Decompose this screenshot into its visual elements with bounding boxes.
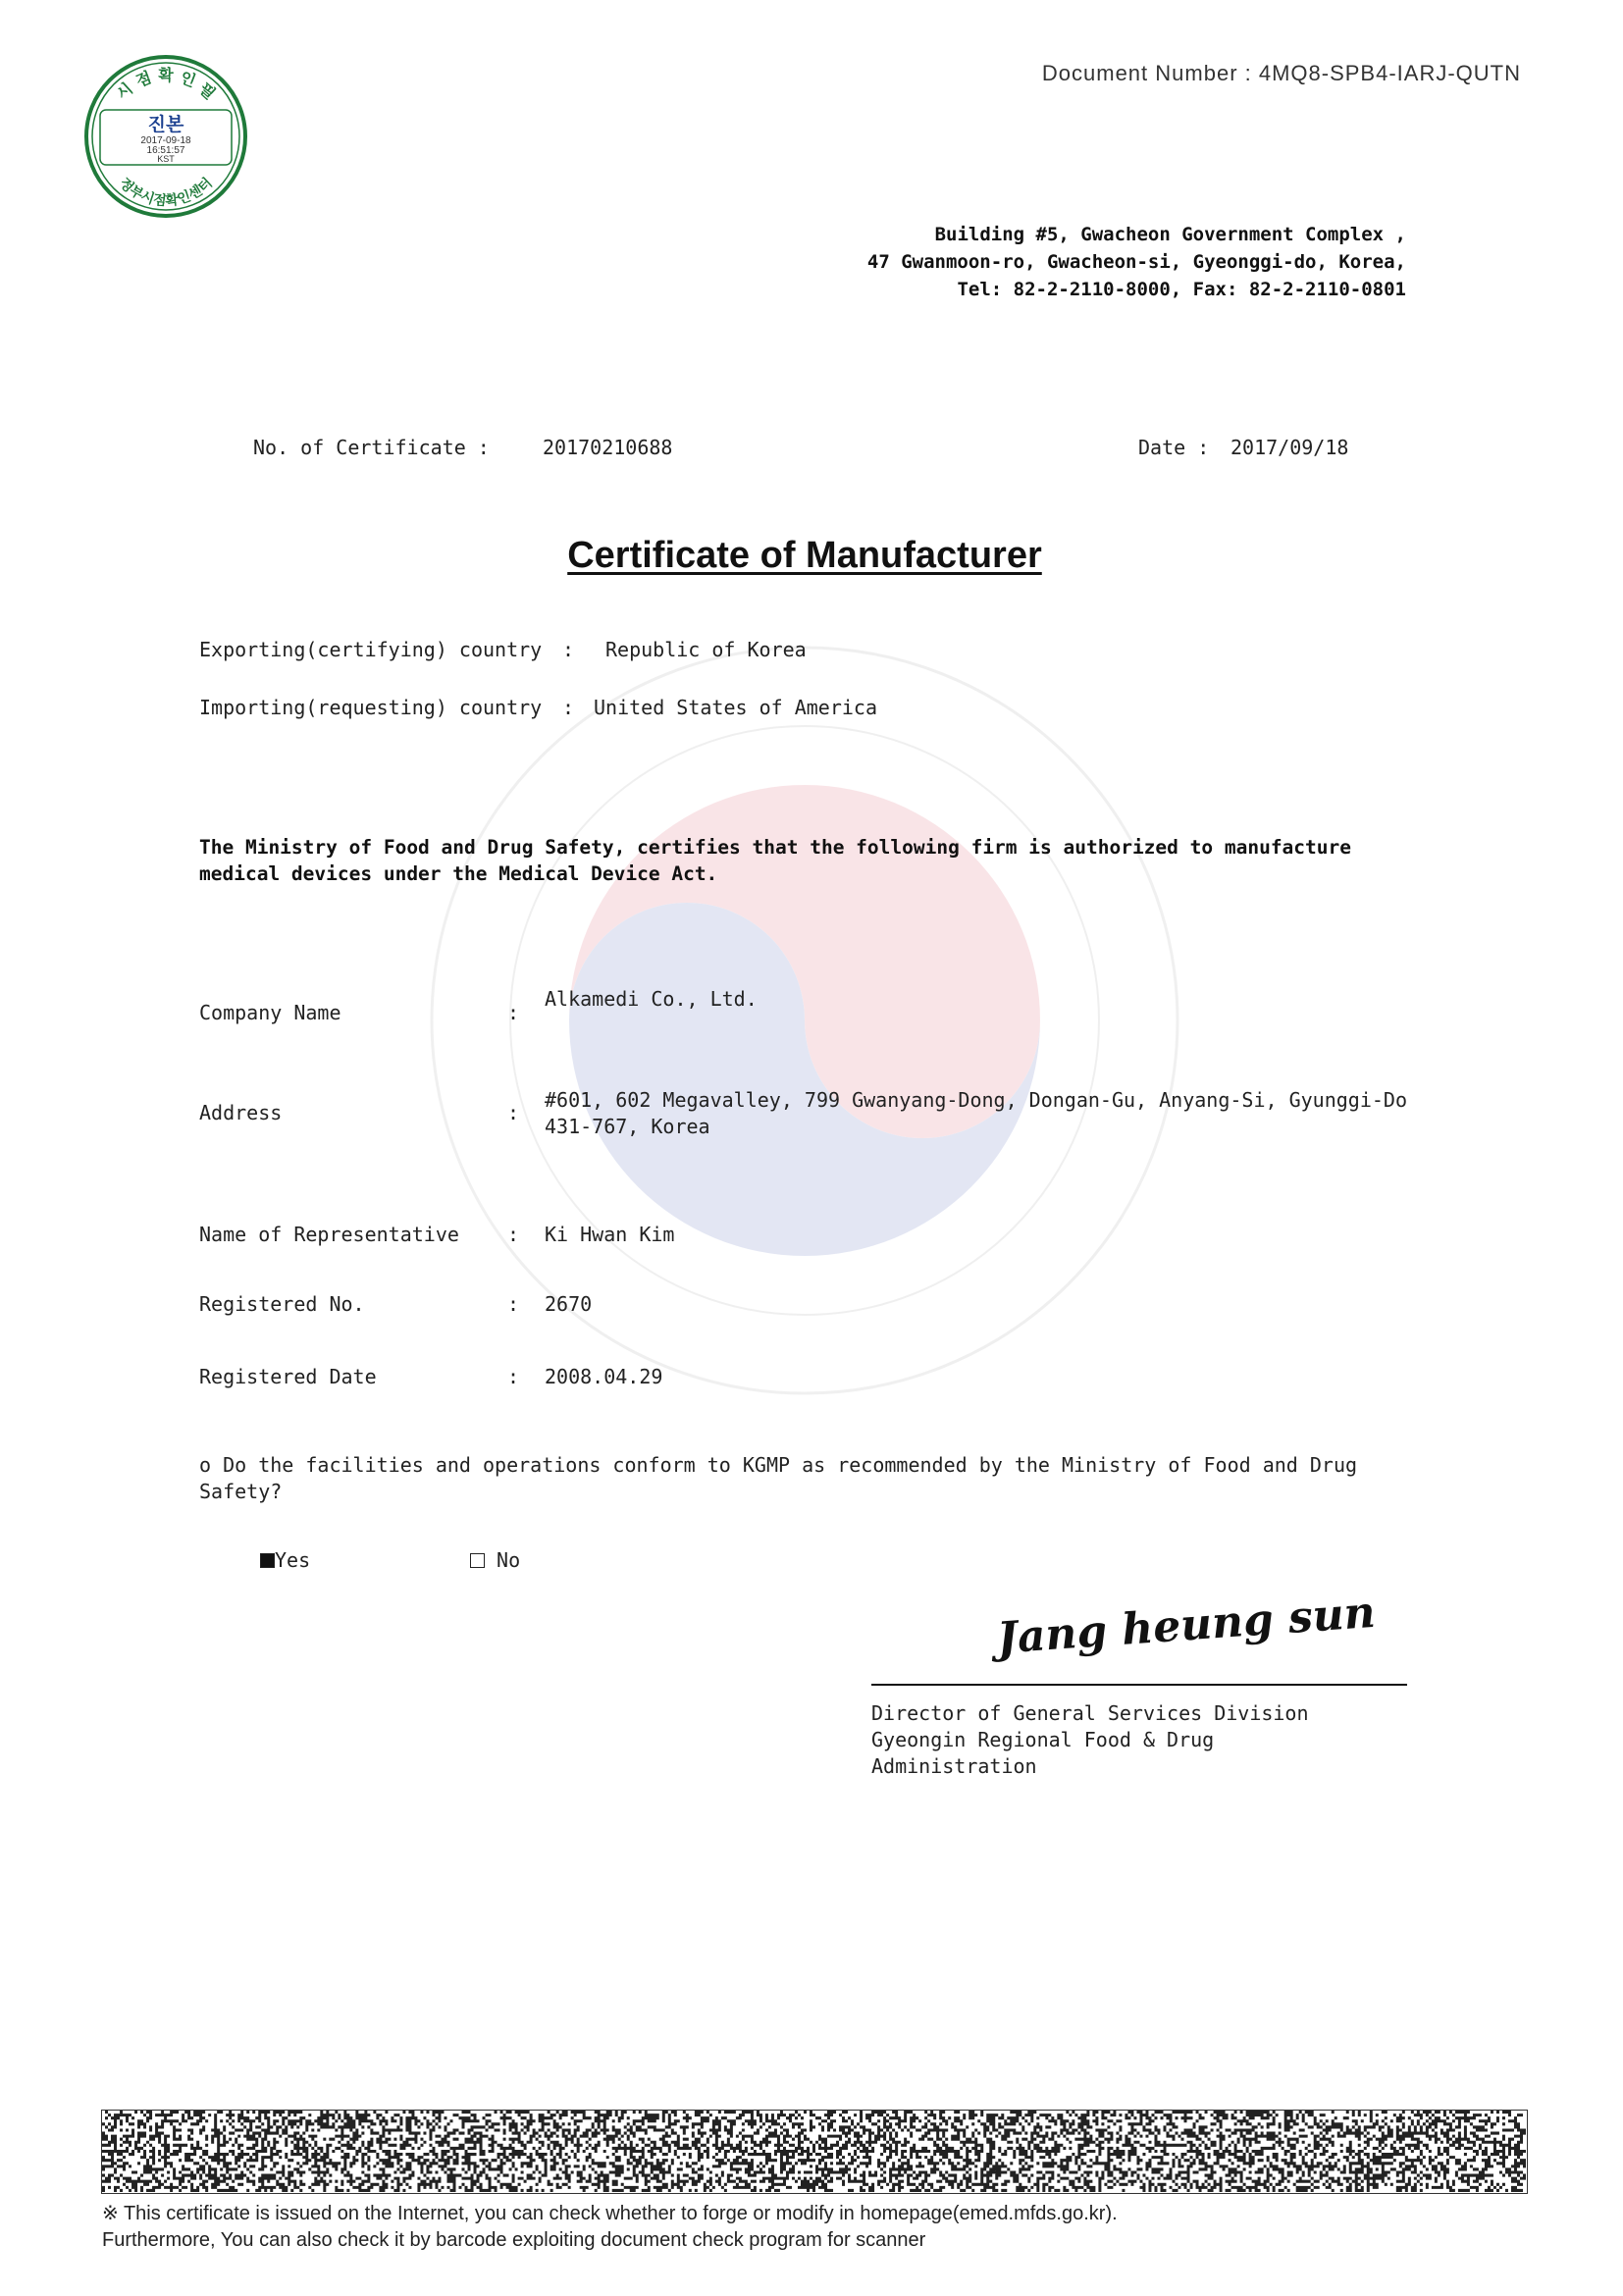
address-value-line: 431-767, Korea bbox=[545, 1115, 710, 1138]
importing-separator: : bbox=[562, 696, 575, 719]
footer-line: Furthermore, You can also check it by barcode exploiting document check program for scanner bbox=[102, 2229, 926, 2251]
address-value-line: #601, 602 Megavalley, 799 Gwanyang-Dong, Dongan-Gu, Anyang-Si, Gyunggi-Do bbox=[545, 1088, 1407, 1112]
stamp-zone: KST bbox=[157, 154, 175, 164]
stamp-bottom-text: 정부시점확인센터 bbox=[116, 175, 216, 210]
representative-label: Name of Representative bbox=[199, 1223, 459, 1246]
government-emblem-watermark bbox=[422, 638, 1187, 1403]
company-name-label: Company Name bbox=[199, 1001, 341, 1024]
barcode-pattern bbox=[102, 2111, 1526, 2192]
registered-no-label: Registered No. bbox=[199, 1292, 365, 1316]
page-title: Certificate of Manufacturer bbox=[567, 535, 1042, 576]
representative-separator: : bbox=[507, 1223, 520, 1246]
document-number: Document Number : 4MQ8-SPB4-IARJ-QUTN bbox=[1041, 61, 1521, 85]
signature-text: Jang heung sun bbox=[995, 1587, 1378, 1664]
no-label: No bbox=[497, 1548, 521, 1572]
registered-date-separator: : bbox=[507, 1365, 520, 1388]
registered-no-separator: : bbox=[507, 1292, 520, 1316]
kgmp-yes-option[interactable] bbox=[260, 1548, 310, 1572]
certificate-number-label: No. of Certificate : bbox=[253, 436, 490, 459]
certification-statement: The Ministry of Food and Drug Safety, certifies that the following firm is authorized to manufacture medical devices under the Medical Device Act. bbox=[199, 836, 1351, 885]
stamp-time: 16:51:57 bbox=[146, 145, 185, 156]
stamp-center-text: 진본 bbox=[147, 114, 184, 135]
address-separator: : bbox=[507, 1101, 520, 1124]
company-name-separator: : bbox=[507, 1001, 520, 1024]
address-value bbox=[545, 1087, 1407, 1140]
address-label: Address bbox=[199, 1101, 283, 1124]
kgmp-question-line: o Do the facilities and operations conform to KGMP as recommended by the Ministry of Food and Drug bbox=[199, 1453, 1358, 1477]
yes-label: Yes bbox=[275, 1548, 311, 1572]
document-barcode bbox=[101, 2110, 1528, 2194]
kgmp-question-line: Safety? bbox=[199, 1480, 283, 1503]
verification-stamp bbox=[82, 53, 249, 220]
certificate-number-value: 20170210688 bbox=[543, 436, 673, 459]
signatory-title-line: Gyeongin Regional Food & Drug bbox=[871, 1728, 1215, 1751]
yes-checkbox[interactable] bbox=[260, 1553, 275, 1568]
signatory-title bbox=[871, 1700, 1309, 1780]
exporting-country-label: Exporting(certifying) country bbox=[199, 638, 543, 661]
kgmp-question bbox=[199, 1452, 1377, 1505]
representative-value: Ki Hwan Kim bbox=[545, 1223, 675, 1246]
company-name-value: Alkamedi Co., Ltd. bbox=[545, 987, 758, 1011]
exporting-country-value: Republic of Korea bbox=[605, 638, 807, 661]
signatory-title-line: Director of General Services Division bbox=[871, 1701, 1309, 1725]
kgmp-no-option[interactable] bbox=[470, 1548, 520, 1572]
signatory-title-line: Administration bbox=[871, 1754, 1037, 1778]
address-line: Tel: 82-2-2110-8000, Fax: 82-2-2110-0801 bbox=[957, 279, 1406, 300]
registered-date-label: Registered Date bbox=[199, 1365, 377, 1388]
organization-address bbox=[867, 221, 1406, 303]
address-line: 47 Gwanmoon-ro, Gwacheon-si, Gyeonggi-do, Korea, bbox=[866, 251, 1406, 273]
exporting-separator: : bbox=[562, 638, 575, 661]
registered-date-value: 2008.04.29 bbox=[545, 1365, 663, 1388]
handwritten-signature bbox=[991, 1582, 1378, 1680]
stamp-top-text: 시 점 확 인 필 bbox=[112, 66, 220, 104]
date-label: Date : bbox=[1138, 436, 1210, 459]
footer-line: ※ This certificate is issued on the Internet, you can check whether to forge or modify in homepage(emed.mfds.go.kr). bbox=[102, 2203, 1118, 2224]
importing-country-value: United States of America bbox=[594, 696, 877, 719]
footer-notice bbox=[102, 2201, 1118, 2254]
no-checkbox[interactable] bbox=[470, 1553, 485, 1568]
importing-country-label: Importing(requesting) country bbox=[199, 696, 543, 719]
registered-no-value: 2670 bbox=[545, 1292, 593, 1316]
address-line: Building #5, Gwacheon Government Complex , bbox=[934, 224, 1406, 245]
date-value: 2017/09/18 bbox=[1230, 436, 1349, 459]
stamp-date: 2017-09-18 bbox=[140, 135, 191, 146]
signature-line bbox=[871, 1684, 1407, 1686]
